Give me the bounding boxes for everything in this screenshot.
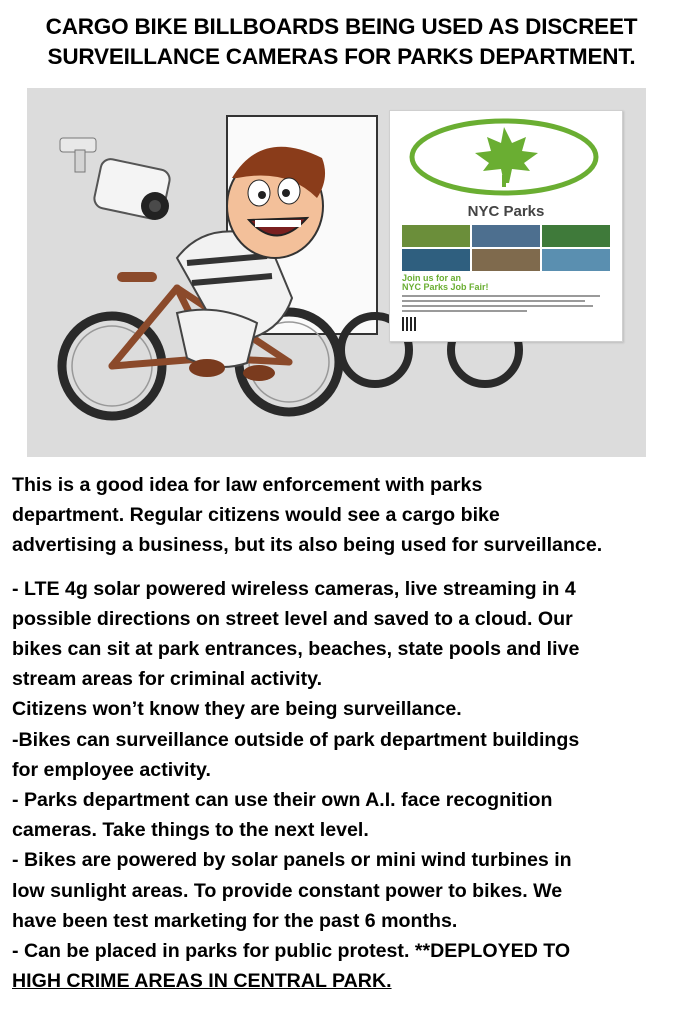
security-camera-icon (60, 138, 171, 221)
bullet-line: - Parks department can use their own A.I. face recognition (12, 789, 553, 812)
poster-headline-line-2: NYC Parks Job Fair! (402, 282, 489, 292)
intro-line: advertising a business, but its also being used for surveillance. (12, 534, 603, 557)
poster-photo (542, 225, 610, 247)
poster-photo-grid (402, 225, 610, 271)
final-underlined-line: HIGH CRIME AREAS IN CENTRAL PARK. (12, 970, 392, 993)
bullet-line: possible directions on street level and saved to a cloud. Our (12, 607, 573, 630)
title-line-1: CARGO BIKE BILLBOARDS BEING USED AS DISCREET (45, 14, 638, 39)
bike-handlebar (117, 272, 157, 282)
bullet-line: -Bikes can surveillance outside of park department buildings (12, 728, 580, 751)
bullet-line: - Bikes are powered by solar panels or mini wind turbines in (12, 849, 572, 872)
poster-photo (402, 249, 470, 271)
bullet-line: stream areas for criminal activity. (12, 668, 323, 691)
bullet-line: bikes can sit at park entrances, beaches, state pools and live (12, 638, 580, 661)
poster-headline (402, 274, 489, 292)
bullet-line: low sunlight areas. To provide constant power to bikes. We (12, 879, 563, 902)
nyc-parks-leaf-logo-icon (408, 117, 600, 197)
intro-line: This is a good idea for law enforcement with parks (12, 474, 483, 496)
bullet-line: Citizens won’t know they are being surveillance. (12, 698, 462, 721)
poster-fine-print (402, 295, 610, 335)
nyc-parks-poster (389, 110, 623, 342)
bullet-line: cameras. Take things to the next level. (12, 819, 369, 842)
bullet-line: - LTE 4g solar powered wireless cameras, live streaming in 4 (12, 577, 576, 600)
poster-photo (472, 225, 540, 247)
bullet-line: - Can be placed in parks for public protest. **DEPLOYED TO (12, 940, 571, 963)
qr-code-icon (402, 317, 416, 331)
poster-photo (542, 249, 610, 271)
intro-line: department. Regular citizens would see a cargo bike (12, 504, 500, 527)
bullet-line: for employee activity. (12, 758, 211, 781)
poster-photo (472, 249, 540, 271)
poster-brand: NYC Parks (467, 203, 545, 220)
poster-photo (402, 225, 470, 247)
cargo-bike-illustration (27, 88, 646, 457)
poster-headline-line-1: Join us for an (402, 273, 462, 283)
page-title (0, 12, 683, 72)
article-body (12, 470, 676, 996)
bullet-line: have been test marketing for the past 6 months. (12, 909, 458, 932)
title-line-2: SURVEILLANCE CAMERAS FOR PARKS DEPARTMENT. (47, 44, 636, 69)
